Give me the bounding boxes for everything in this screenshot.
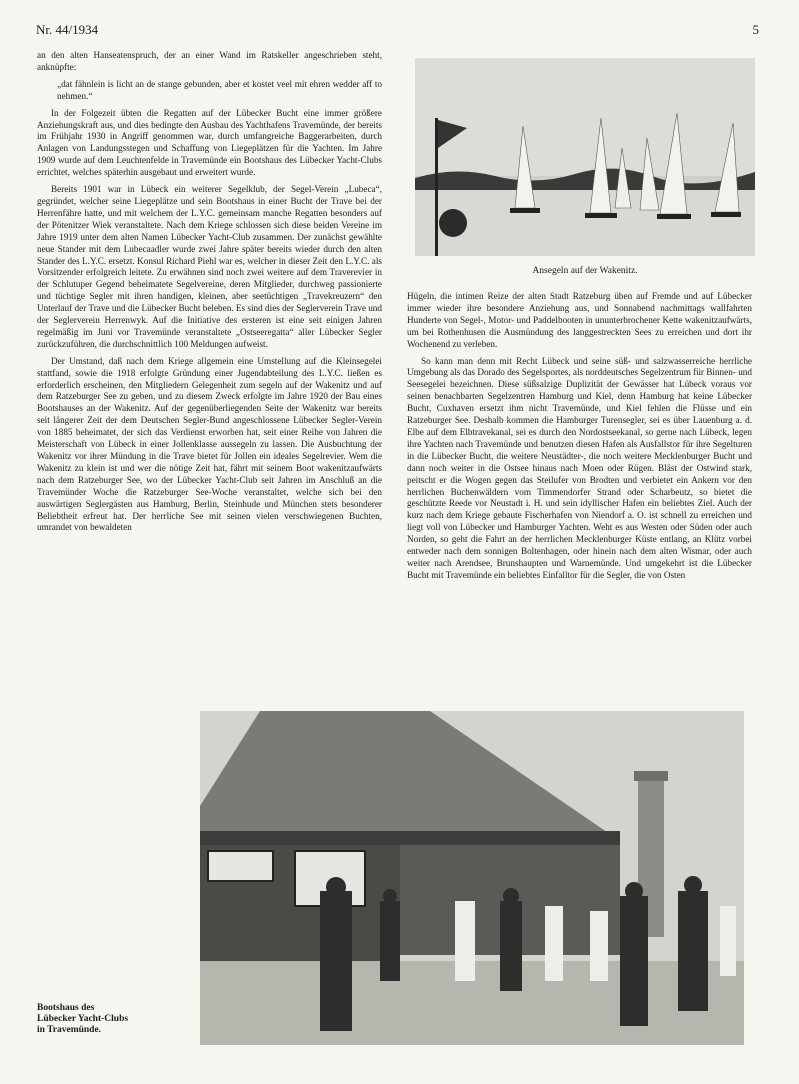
paragraph: an den alten Hanseatenspruch, der an einer Wand im Ratskeller angeschrieben steht, anknüpfte: bbox=[37, 50, 382, 72]
top-photo-caption: Ansegeln auf der Wakenitz. bbox=[532, 266, 638, 276]
bottom-photo-caption bbox=[37, 1003, 187, 1036]
issue-number: Nr. 44/1934 bbox=[36, 22, 99, 37]
paragraph: Bereits 1901 war in Lübeck ein weiterer Segelklub, der Segel-Verein „Lubeca“, gegründet, welcher seine Liegeplätze und sein Bootshaus in einer Bucht der Trave bei der Herrenfähre hatte, und mit welchem der L.Y.C. gemeinsam manche Regatten besonders auf der Pötenitzer Wiek veranstaltete. Nach dem Kriege schlossen sich diese beiden Vereine im Jahre 1919 unter dem alten Namen Lübecker Yacht-Club zusammen. Der zunächst gewählte neue Stander mit dem Lubecaadler wurde zwei Jahre später bereits wieder durch den alten Stander des L.Y.C. ersetzt. Konsul Richard Piehl war es, welcher in dieser Zeit den L.Y.C. als Vorsitzender erfolgreich leitete. Zu erwähnen sind noch zwei weitere auf dem Travereviеr in der Schlutuper Gegend beheimatete Segelvereine, deren Mitglieder, durchweg passionierte und tüchtige Segler mit ihren handigen, kleinen, aber seetüchtigen „Travekreuzern“ den Unterlauf der Trave und die Lübecker Bucht beleben. Es sind dies der Seglerverein Trave und der Seglerverein Herrenwyk. Auf die Initiative des ersteren ist eine seit einigen Jahren regelmäßig im Juni vor Travemünde veranstaltete „Ostseeregatta“ aller Lübecker Segler zurückzuführen, die durchschnittlich 100 Meldungen aufweist. bbox=[37, 184, 382, 349]
sailing-regatta-photo bbox=[415, 58, 755, 256]
page-number: 5 bbox=[752, 22, 759, 37]
caption-line: in Travemünde. bbox=[37, 1025, 102, 1035]
caption-line: Lübecker Yacht-Clubs bbox=[37, 1014, 129, 1024]
boathouse-photo bbox=[200, 711, 744, 1045]
quote-paragraph: „dat fähnlein is licht an de stange gebunden, aber et kostet veel mit ehren wedder aff to nehmen.“ bbox=[57, 78, 382, 101]
right-text-column bbox=[407, 291, 752, 587]
paragraph: Der Umstand, daß nach dem Kriege allgemein eine Umstellung auf die Kleinsegelei stattfand, sowie die 1918 erfolgte Gründung einer Jugendabteilung des L.Y.C. ließen es erforderlich erscheinen, den Mitgliedern Gelegenheit zum segeln auf der Wakenitz und auf dem Ratzeburger See zu geben, und zu diesem Zweck erfolgte im Jahre 1920 der Bau eines Bootshauses an der Wakenitz. Auf der gegenüberliegenden Seite der Wakenitz war bereits seit längerer Zeit der dem Deutschen Segler-Bund angeschlossene Lübecker Segler-Verein von 1885 beheimatet, der sich das Verdienst erworben hat, seit einer Reihe von Jahren die Meisterschaft von Lübeck in einer Jollenklasse aussegeln zu lassen. Die Ausbuchtung der Wakenitz vor ihrer Mündung in die Trave bietet für Jollen ein ideales Segelrevier. Wem die Wakenitz zu klein ist und wer die nötige Zeit hat, fährt mit seinem Boot wakenitzaufwärts nach dem Ratzeburger See, wo der Lübecker Yacht-Club seit Jahren im Anschluß an die Travemünder Woche die Ratzeburger See-Woche veranstaltet, welche sich bei den auswärtigen Seglergästen aus Hamburg, Berlin, Steinhude und München stets besonderer Beliebtheit erfreut hat. Der herrliche See mit seinen vielen verschwiegenen Buchten, umrandet von bewaldeten bbox=[37, 355, 382, 533]
caption-line: Bootshaus des bbox=[37, 1003, 95, 1013]
paragraph: So kann man denn mit Recht Lübeck und seine süß- und salzwasserreiche herrliche Umgebung als das Dorado des Segelsportes, als norddeutsches Segelzentrum für Binnen- und Seesegelei bezeichnen. Diese süßsalzige Duplizität der Gewässer hat Lübeck voraus vor seinen benachbarten Segelzentren Hamburg und Kiel, denn Hamburg hat keine Lübecker Bucht, Cuxhaven ersetzt ihm nicht Travemünde, und Kiel fehlen die Flüsse und ein Ratzeburger See. Deshalb kommen die Hamburger Turensegler, sei es über Lauenburg a. d. Elbe auf dem Elbtravekanal, sei es durch den Nordostseekanal, so gerne nach Lübeck, legen ihre Yachten nach Travemünde und benutzen diesen Hafen als Ausfallstor für ihre Segelturen in die Lübecker Bucht, die weitere Neustädter-, die noch weitere Mecklenburger Bucht und dann noch weiter in die Ostsee hinaus nach Moen oder Rügen. Bläst der Ostwind stark, peitscht er die Wogen gegen das Steilufer von Brodten und verbietet ein Ankern vor den herrlichen Buchenwäldern vom Timmendorfer Strand oder Scharbeutz, so bietet die geschützte Reede vor Neustadt i. H. und sein idyllischer Hafen ein beliebtes Ziel. Auch der kurz nach dem Kriege gebaute Fischerhafen von Niendorf a. O. ist schnell zu erreichen und liegt voll von Lübecker und Hamburger Yachten. Weht es aus Westen oder Süden oder auch Norden, so geht die Fahrt an der herrlichen Mecklenburger Küste entlang, an Klütz vorbei entweder nach dem sonnigen Boltenhagen, oder hinein nach dem alten Wismar, oder auch weiter nach Arendsee, Brunshaupten und Warnemünde. Und umgekehrt ist die Lübecker Bucht mit Travemünde ein beliebtes Einfalltor für die Segler, die von Osten bbox=[407, 355, 752, 580]
left-text-column bbox=[37, 50, 382, 539]
paragraph: In der Folgezeit übten die Regatten auf der Lübecker Bucht eine immer größere Anziehungskraft aus, und dies bedingte den Ausbau des Yachthafens Travemünde, der bereits im Frühjahr 1930 in Angriff genommen war, durch umfangreiche Baggerarbeiten, durch Anlagen von Landungsstegen und Schaffung von Liegeplätzen für die Yachten. Im Jahre 1909 wurde auf dem Leuchtenfelde in Travemünde ein Bootshaus des Lübecker Yacht-Clubs errichtet, welches späterhin ausgebaut und erweitert wurde. bbox=[37, 107, 382, 178]
paragraph: Hügeln, die intimen Reize der alten Stadt Ratzeburg üben auf Fremde und auf Lübecker immer wieder ihre besondere Anziehung aus, und Sonnabend nachmittags wallfahrten Hunderte von Segel-, Motor- und Paddelbooten in ununterbrochener Kette wakenitzaufwärts, um bei Rothenhusen die Ausmündung des langgestreckten Sees zu erreichen und dort ihr Wochenend zu verleben. bbox=[407, 291, 752, 349]
